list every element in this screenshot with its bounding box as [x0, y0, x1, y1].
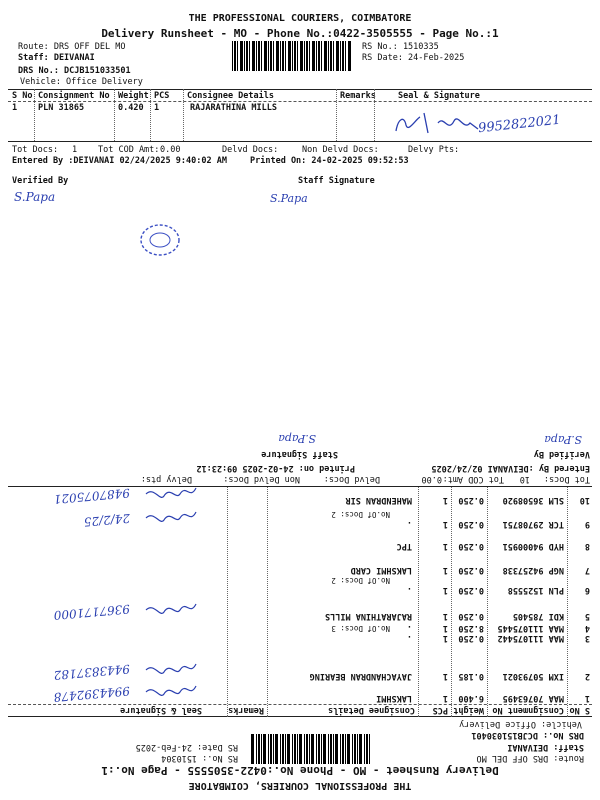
- cell-weight: 0.250: [458, 633, 484, 643]
- entered-by: Entered By :DEIVANAI 02/24/2025: [431, 463, 590, 473]
- cell-pcs: 1: [442, 585, 448, 595]
- col-consignee: Consignee Details: [187, 91, 274, 101]
- cell-sno: 7: [584, 565, 590, 575]
- printed-on: Printed On: 24-02-2025 09:52:53: [250, 156, 409, 166]
- cell-consignee: RAJARATHINA MILLS: [325, 611, 412, 621]
- company-name: THE PROFESSIONAL COURIERS, COIMBATORE: [188, 13, 412, 24]
- cell-pcs: 1: [442, 623, 448, 633]
- cell-weight: 0.250: [458, 565, 484, 575]
- staff-signature: S.Papa: [270, 192, 308, 205]
- cell-weight: 0.250: [458, 519, 484, 529]
- cell-weight: 0.250: [458, 585, 484, 595]
- rs-date: RS Date: 24-Feb-2025: [362, 53, 465, 63]
- cell-consignment: NGP 94257338: [502, 565, 564, 575]
- cell-consignee: .: [406, 519, 412, 529]
- runsheet-bottom: THE PROFESSIONAL COURIERS, COIMBATORE Delivery Runsheet - MO - Phone No.:0422-3505555 - Page No.:1 Route: DRS OFF DEL MO Staff: DEIVANAI DRS No.: DCJB151030401 Vehicle: Office Delivery RS No.: 1510304 RS Date: 24-Feb-2025 S No Consignment No Weight PCS Consignee Details Remarks Seal & Signature 1 MAA 70763495 6.400 1 LAKSHMI 9944392478 2 IXM 50793021 0.185 1 JAYACHANDRAN BEARING 9443837182 3 MAA 111075442 0.250 1 . No.Of Docs: 3 4 MAA 111075445 8.250 1 . 5 KDI 785405 0.250 1 RAJARATHINA MILLS 9367171000 6 PLN 1525558 0.250 1 . No.Of Docs: 2 7 NGP 94257338 0.250 1 LAKSHMI CARD 8 HYD 94000951 0.250 1 TPC 9 TCR 29708751 0.250 1 . No.Of Docs: 2 24/2/25 10 SLM 36508920 0.250 1 MAHENDRAN SIR 9487075021 Tot Docs: 10 Tot COD Amt: 0.00 Delvd Docs: Non Delvd Docs: Delvy pts: Entered By :DEIVANAI 02/24/2025 Printed on: 24-02-2025 09:23:12 Verified By Staff Signature S.Papa S.Papa: [0, 400, 600, 800]
- col-seal-signature: Seal & Signature: [398, 91, 480, 101]
- col-remarks: Remarks: [340, 91, 376, 101]
- signature-note: 9443837182: [53, 661, 131, 683]
- verifier-signature: S.Papa: [544, 433, 582, 446]
- cell-weight: 0.250: [458, 611, 484, 621]
- cell-sno: 6: [584, 585, 590, 595]
- cell-consignee: .: [406, 585, 412, 595]
- cell-consignment: SLM 36508920: [502, 495, 564, 505]
- cell-sno: 1: [584, 693, 590, 703]
- cell-sno: 8: [584, 541, 590, 551]
- vehicle: Vehicle: Office Delivery: [20, 77, 143, 87]
- cell-pcs: 1: [442, 495, 448, 505]
- vehicle: Vehicle: Office Delivery: [459, 719, 582, 729]
- signature-scribble: [140, 658, 200, 680]
- cell-sno: 2: [584, 671, 590, 681]
- cell-weight: 8.250: [458, 623, 484, 633]
- signature-scribble: [140, 598, 200, 620]
- cell-sno: 4: [584, 623, 590, 633]
- printed-on: Printed on: 24-02-2025 09:23:12: [196, 463, 355, 473]
- cell-consignment: MAA 70763495: [502, 693, 564, 703]
- barcode: [250, 734, 370, 764]
- cell-consignee: JAYACHANDRAN BEARING: [309, 671, 412, 681]
- cell-sno: 9: [584, 519, 590, 529]
- cell-consignee: .: [406, 623, 412, 633]
- cell-sno: 10: [579, 495, 590, 505]
- cell-pcs: 1: [442, 565, 448, 575]
- cell-doc-count: No.Of Docs: 2: [331, 576, 390, 585]
- entered-by: Entered By :DEIVANAI 02/24/2025 9:40:02 AM: [12, 156, 227, 166]
- cell-weight: 0.250: [458, 495, 484, 505]
- verified-by-label: Verified By: [533, 449, 590, 459]
- drs-number: DRS No.: DCJB151030401: [471, 730, 584, 740]
- cell-weight: 6.400: [458, 693, 484, 703]
- signature-note: 9487075021: [53, 485, 131, 507]
- cell-sno: 3: [584, 633, 590, 643]
- barcode: [232, 41, 352, 71]
- verified-by-label: Verified By: [12, 176, 69, 186]
- staff-signature-label: Staff Signature: [261, 449, 338, 459]
- signature-note: 24/2/25: [83, 511, 131, 529]
- runsheet-top: THE PROFESSIONAL COURIERS, COIMBATORE Delivery Runsheet - MO - Phone No.:0422-3505555 - Page No.:1 Route: DRS OFF DEL MO Staff: DEIVANAI DRS No.: DCJB151033501 Vehicle: Office Delivery RS No.: 1510335 RS Date: 24-Feb-2025 S No Consignment No Weight PCS Consignee Details Remarks Seal & Signature 1 PLN 31865 0.420 1 RAJARATHINA MILLS 9952822021 Tot Docs: 1 Tot COD Amt: 0.00 Delvd Docs: Non Delvd Docs: Delvy Pts: Entered By :DEIVANAI 02/24/2025 9:40:02 AM Printed On: 24-02-2025 09:52:53 Verified By Staff Signature S.Papa S.Papa: [0, 0, 600, 400]
- signature-note: 9944392478: [53, 683, 131, 705]
- cell-pcs: 1: [442, 671, 448, 681]
- staff: Staff: DEIVANAI: [507, 742, 584, 752]
- cell-consignment: HYD 94000951: [502, 541, 564, 551]
- drs-number: DRS No.: DCJB151033501: [18, 66, 131, 76]
- cell-consignment: MAA 111075442: [497, 633, 564, 643]
- cell-consignee: LAKSHMI CARD: [350, 565, 412, 575]
- company-name: THE PROFESSIONAL COURIERS, COIMBATORE: [188, 780, 412, 791]
- staff-signature-label: Staff Signature: [298, 176, 375, 186]
- cell-consignee: .: [406, 633, 412, 643]
- cell-pcs: 1: [442, 693, 448, 703]
- cell-pcs: 1: [442, 611, 448, 621]
- cell-consignee: TPC: [396, 541, 412, 551]
- runsheet-title: Delivery Runsheet - MO - Phone No.:0422-3505555 - Page No.:1: [101, 27, 499, 40]
- runsheet-title: Delivery Runsheet - MO - Phone No.:0422-3505555 - Page No.:1: [101, 764, 499, 777]
- cell-consignment: TCR 29708751: [502, 519, 564, 529]
- cell-sno: 5: [584, 611, 590, 621]
- staff: Staff: DEIVANAI: [18, 53, 95, 63]
- cell-pcs: 1: [442, 633, 448, 643]
- rs-number: RS No.: 1510335: [362, 42, 439, 52]
- cell-weight: 0.250: [458, 541, 484, 551]
- cell-consignment: KDI 785405: [512, 611, 564, 621]
- cell-pcs: 1: [442, 541, 448, 551]
- route: Route: DRS OFF DEL MO: [476, 753, 584, 763]
- staff-signature: S.Papa: [278, 432, 316, 445]
- cell-doc-count: No.Of Docs: 3: [331, 624, 390, 633]
- cell-doc-count: No.Of Docs: 2: [331, 510, 390, 519]
- col-weight: Weight: [118, 91, 149, 101]
- route: Route: DRS OFF DEL MO: [18, 42, 126, 52]
- signature-phone-note: 9952822021: [477, 112, 562, 137]
- cell-consignment: IXM 50793021: [502, 671, 564, 681]
- cell-consignment: MAA 111075445: [497, 623, 564, 633]
- verifier-signature: S.Papa: [14, 190, 56, 204]
- rs-number: RS No.: 1510304: [161, 753, 238, 763]
- rs-date: RS Date: 24-Feb-2025: [135, 742, 238, 752]
- signature-scribble: [140, 506, 200, 528]
- cell-weight: 0.185: [458, 671, 484, 681]
- col-sno: S No: [12, 91, 33, 101]
- signature-scribble: [140, 680, 200, 702]
- col-pcs: PCS: [154, 91, 170, 101]
- cell-consignee: MAHENDRAN SIR: [345, 495, 412, 505]
- office-stamp-icon: [138, 222, 182, 258]
- cell-consignment: PLN 1525558: [507, 585, 564, 595]
- cell-consignee: LAKSHMI: [376, 693, 412, 703]
- cell-pcs: 1: [442, 519, 448, 529]
- signature-note: 9367171000: [53, 601, 131, 623]
- col-consignment: Consignment No: [38, 91, 110, 101]
